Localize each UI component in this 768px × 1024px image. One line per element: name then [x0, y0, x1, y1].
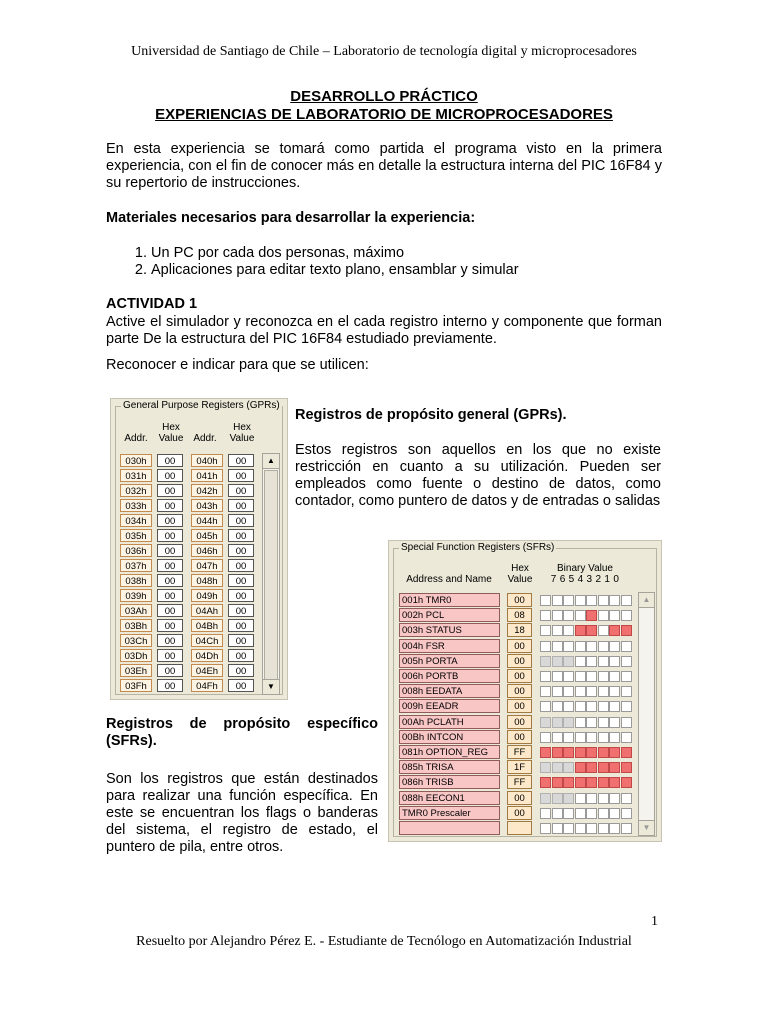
gpr-col-value-2: Value: [229, 433, 255, 444]
sfr-bit-box[interactable]: [575, 732, 586, 743]
sfr-bit-box[interactable]: [621, 732, 632, 743]
sfr-bit-labels: 7 6 5 4 3 2 1 0: [550, 574, 620, 585]
sfr-bit-box[interactable]: [552, 595, 563, 606]
sfr-bit-box[interactable]: [586, 641, 597, 652]
sfr-bit-box[interactable]: [609, 777, 620, 788]
gpr-value-field[interactable]: 00: [228, 499, 254, 512]
sfr-bit-box[interactable]: [621, 656, 632, 667]
gpr-value-field[interactable]: 00: [157, 454, 183, 467]
sfr-bit-box[interactable]: [586, 747, 597, 758]
gpr-addr: 049h: [191, 589, 223, 602]
sfr-bit-box[interactable]: [563, 777, 574, 788]
sfr-bit-row: [540, 747, 632, 758]
gpr-addr: 034h: [120, 514, 152, 527]
sfr-bit-box: [540, 793, 551, 804]
sfr-bit-box[interactable]: [563, 747, 574, 758]
gpr-value-field[interactable]: 00: [228, 664, 254, 677]
gpr-addr: 046h: [191, 544, 223, 557]
gpr-addr: 04Bh: [191, 619, 223, 632]
sfr-bit-row: [540, 823, 632, 834]
sfr-bit-box[interactable]: [563, 625, 574, 636]
sfr-bit-row: [540, 656, 632, 667]
sfr-bit-row: [540, 610, 632, 621]
sfr-bit-box[interactable]: [575, 656, 586, 667]
sfr-bit-box[interactable]: [586, 777, 597, 788]
scroll-down-icon[interactable]: ▼: [263, 679, 279, 694]
sfr-bit-box[interactable]: [552, 747, 563, 758]
gpr-value-field[interactable]: 00: [157, 634, 183, 647]
sfr-bit-box[interactable]: [575, 686, 586, 697]
sfr-bit-box[interactable]: [575, 808, 586, 819]
sfr-bit-box[interactable]: [598, 595, 609, 606]
sfr-bit-box[interactable]: [575, 717, 586, 728]
sfr-bit-box[interactable]: [586, 701, 597, 712]
sfr-bit-box[interactable]: [575, 671, 586, 682]
sfr-bit-box: [552, 762, 563, 773]
sfr-register-name: 006h PORTB: [399, 669, 500, 683]
sfr-bit-box[interactable]: [540, 808, 551, 819]
sfr-bit-box[interactable]: [621, 717, 632, 728]
sfr-bit-row: [540, 808, 632, 819]
sfr-register-name: 085h TRISA: [399, 760, 500, 774]
sfr-bit-box[interactable]: [598, 777, 609, 788]
gpr-addr: 044h: [191, 514, 223, 527]
sfr-bit-box[interactable]: [621, 747, 632, 758]
sfr-hex-value-field[interactable]: 00: [507, 730, 532, 744]
sfr-col-value: Value: [507, 574, 533, 585]
sfr-bit-box[interactable]: [540, 610, 551, 621]
sfr-bit-box[interactable]: [586, 808, 597, 819]
sfr-bit-box[interactable]: [563, 701, 574, 712]
sfr-bit-box[interactable]: [621, 701, 632, 712]
sfr-bit-row: [540, 701, 632, 712]
sfr-bit-box[interactable]: [586, 717, 597, 728]
sfr-bit-box[interactable]: [575, 701, 586, 712]
sfr-bit-box[interactable]: [586, 610, 597, 621]
sfr-bit-box[interactable]: [540, 671, 551, 682]
sfr-register-name: TMR0 Prescaler: [399, 806, 500, 820]
sfr-bit-box[interactable]: [563, 808, 574, 819]
sfr-bit-box[interactable]: [540, 732, 551, 743]
activity-title: ACTIVIDAD 1: [106, 296, 198, 312]
sfr-bit-box[interactable]: [586, 656, 597, 667]
sfr-bit-box[interactable]: [586, 793, 597, 804]
sfr-register-name: 088h EECON1: [399, 791, 500, 805]
sfr-bit-box: [563, 793, 574, 804]
sfr-bit-row: [540, 671, 632, 682]
gpr-addr: 037h: [120, 559, 152, 572]
sfr-bit-row: [540, 641, 632, 652]
sfr-bit-box[interactable]: [621, 793, 632, 804]
gpr-addr: 03Dh: [120, 649, 152, 662]
sfr-panel: [388, 540, 662, 842]
gpr-value-field[interactable]: 00: [157, 559, 183, 572]
gpr-value-field[interactable]: 00: [228, 529, 254, 542]
sfr-hex-value-field[interactable]: 00: [507, 699, 532, 713]
gpr-addr: 042h: [191, 484, 223, 497]
sfr-hex-value-field[interactable]: [507, 821, 532, 835]
sfr-bit-box[interactable]: [540, 701, 551, 712]
gpr-addr: 040h: [191, 454, 223, 467]
sfr-bit-box[interactable]: [598, 793, 609, 804]
sfr-bit-box[interactable]: [563, 641, 574, 652]
sfr-bit-box: [540, 762, 551, 773]
sfr-bit-box[interactable]: [609, 686, 620, 697]
sfr-bit-box: [563, 717, 574, 728]
sfr-bit-box[interactable]: [575, 762, 586, 773]
gpr-value-field[interactable]: 00: [157, 529, 183, 542]
sfr-bit-row: [540, 595, 632, 606]
materials-heading: Materiales necesarios para desarrollar la experiencia:: [106, 210, 476, 226]
page-header: Universidad de Santiago de Chile – Laboratorio de tecnología digital y microprocesadores: [131, 44, 637, 59]
sfr-bit-box[interactable]: [540, 777, 551, 788]
sfr-bit-box[interactable]: [586, 686, 597, 697]
sfr-bit-box[interactable]: [598, 656, 609, 667]
sfr-register-name: 009h EEADR: [399, 699, 500, 713]
sfr-bit-box[interactable]: [586, 823, 597, 834]
gpr-value-field[interactable]: 00: [228, 484, 254, 497]
sfr-register-name: 004h FSR: [399, 639, 500, 653]
sfr-hex-value-field[interactable]: 1F: [507, 760, 532, 774]
gpr-value-field[interactable]: 00: [228, 679, 254, 692]
sfr-bit-box: [540, 656, 551, 667]
gpr-value-field[interactable]: 00: [157, 544, 183, 557]
sfr-bit-box[interactable]: [575, 641, 586, 652]
sfr-bit-box[interactable]: [540, 823, 551, 834]
sfr-bit-box[interactable]: [609, 625, 620, 636]
sfr-bit-row: [540, 777, 632, 788]
sfr-bit-box[interactable]: [540, 747, 551, 758]
sfr-bit-box[interactable]: [563, 686, 574, 697]
sfr-scrollbar[interactable]: [638, 592, 655, 836]
gpr-addr: 03Eh: [120, 664, 152, 677]
sfr-bit-box[interactable]: [540, 641, 551, 652]
sfr-legend: Special Function Registers (SFRs): [401, 542, 555, 553]
sfr-bit-box[interactable]: [586, 732, 597, 743]
sfr-hex-value-field[interactable]: 00: [507, 669, 532, 683]
sfr-bit-box[interactable]: [621, 625, 632, 636]
sfr-bit-box[interactable]: [598, 625, 609, 636]
gpr-value-field[interactable]: 00: [228, 559, 254, 572]
sfr-bit-box[interactable]: [598, 717, 609, 728]
gpr-addr: 04Dh: [191, 649, 223, 662]
sfr-bit-box[interactable]: [552, 823, 563, 834]
sfr-bit-box: [552, 793, 563, 804]
gpr-value-field[interactable]: 00: [157, 574, 183, 587]
sfr-bit-box[interactable]: [598, 641, 609, 652]
document-title: DESARROLLO PRÁCTICO: [290, 88, 478, 105]
gpr-addr: 032h: [120, 484, 152, 497]
sfr-bit-box[interactable]: [609, 823, 620, 834]
sfr-bit-box[interactable]: [575, 595, 586, 606]
gpr-addr: 047h: [191, 559, 223, 572]
gpr-addr: 03Ch: [120, 634, 152, 647]
sfr-bit-box[interactable]: [552, 732, 563, 743]
sfr-bit-box[interactable]: [598, 671, 609, 682]
sfr-bit-box[interactable]: [598, 762, 609, 773]
sfr-bit-box[interactable]: [586, 625, 597, 636]
sfr-bit-box[interactable]: [575, 793, 586, 804]
sfr-bit-box[interactable]: [552, 641, 563, 652]
sfr-bit-box[interactable]: [609, 701, 620, 712]
gpr-addr: 048h: [191, 574, 223, 587]
sfr-bit-row: [540, 732, 632, 743]
gpr-addr: 030h: [120, 454, 152, 467]
gpr-scrollbar[interactable]: [262, 453, 280, 695]
sfr-register-name: 086h TRISB: [399, 775, 500, 789]
gpr-addr: 03Ah: [120, 604, 152, 617]
sfr-bit-row: [540, 762, 632, 773]
gpr-value-field[interactable]: 00: [228, 634, 254, 647]
gpr-addr: 03Bh: [120, 619, 152, 632]
gpr-value-field[interactable]: 00: [228, 574, 254, 587]
gpr-value-field[interactable]: 00: [228, 649, 254, 662]
sfr-bit-box[interactable]: [563, 823, 574, 834]
sfr-hex-value-field[interactable]: 00: [507, 593, 532, 607]
gpr-value-field[interactable]: 00: [228, 604, 254, 617]
gpr-addr: 041h: [191, 469, 223, 482]
sfr-bit-box[interactable]: [609, 793, 620, 804]
sfr-bit-box[interactable]: [598, 732, 609, 743]
sfr-bit-box: [563, 762, 574, 773]
sfr-bit-box[interactable]: [598, 701, 609, 712]
page-footer: Resuelto por Alejandro Pérez E. - Estudiante de Tecnólogo en Automatización Industrial: [136, 934, 632, 949]
gpr-col-value: Value: [158, 433, 184, 444]
sfr-bit-box: [563, 656, 574, 667]
scroll-thumb[interactable]: [264, 470, 278, 680]
gpr-value-field[interactable]: 00: [228, 619, 254, 632]
sfr-register-name: 081h OPTION_REG: [399, 745, 500, 759]
gpr-addr: 038h: [120, 574, 152, 587]
sfr-bit-box[interactable]: [609, 641, 620, 652]
sfr-bit-box[interactable]: [586, 671, 597, 682]
sfr-bit-box[interactable]: [575, 610, 586, 621]
sfr-bit-box[interactable]: [609, 656, 620, 667]
gpr-addr: 033h: [120, 499, 152, 512]
list-item: 2. Aplicaciones para editar texto plano, ensamblar y simular: [151, 262, 662, 279]
gpr-heading: Registros de propósito general (GPRs).: [295, 407, 567, 423]
gpr-value-field[interactable]: 00: [228, 514, 254, 527]
sfr-bit-box[interactable]: [598, 808, 609, 819]
gpr-value-field[interactable]: 00: [157, 589, 183, 602]
sfr-col-binary: Binary Value: [557, 563, 613, 574]
list-item: 1. Un PC por cada dos personas, máximo: [151, 245, 662, 262]
sfr-register-name: [399, 821, 500, 835]
sfr-bit-box[interactable]: [609, 762, 620, 773]
sfr-bit-box[interactable]: [621, 823, 632, 834]
sfr-hex-value-field[interactable]: 18: [507, 623, 532, 637]
sfr-heading: Registros de propósito específico (SFRs).: [106, 716, 378, 749]
sfr-register-name: 005h PORTA: [399, 654, 500, 668]
gpr-addr: 04Eh: [191, 664, 223, 677]
sfr-bit-box[interactable]: [598, 686, 609, 697]
sfr-bit-box[interactable]: [621, 671, 632, 682]
gpr-value-field[interactable]: 00: [157, 619, 183, 632]
sfr-bit-box[interactable]: [575, 823, 586, 834]
sfr-bit-box[interactable]: [609, 671, 620, 682]
document-subtitle: EXPERIENCIAS DE LABORATORIO DE MICROPROCESADORES: [155, 106, 613, 123]
sfr-bit-row: [540, 793, 632, 804]
sfr-col-addr-name: Address and Name: [406, 574, 492, 585]
sfr-bit-box[interactable]: [586, 595, 597, 606]
sfr-bit-box[interactable]: [621, 641, 632, 652]
sfr-bit-box[interactable]: [575, 747, 586, 758]
sfr-bit-box[interactable]: [598, 610, 609, 621]
gpr-value-field[interactable]: 00: [157, 499, 183, 512]
sfr-bit-box: [552, 717, 563, 728]
page-number: 1: [651, 914, 658, 929]
sfr-bit-box[interactable]: [552, 686, 563, 697]
gpr-addr: 039h: [120, 589, 152, 602]
sfr-bit-box[interactable]: [552, 610, 563, 621]
recognize-text: Reconocer e indicar para que se utilicen:: [106, 357, 369, 373]
sfr-bit-box[interactable]: [552, 701, 563, 712]
sfr-bit-box[interactable]: [552, 671, 563, 682]
sfr-bit-box[interactable]: [609, 717, 620, 728]
sfr-register-name: 001h TMR0: [399, 593, 500, 607]
sfr-hex-value-field[interactable]: 08: [507, 608, 532, 622]
scroll-up-icon[interactable]: ▲: [263, 454, 279, 469]
sfr-bit-box[interactable]: [598, 823, 609, 834]
sfr-register-name: 002h PCL: [399, 608, 500, 622]
gpr-addr: 04Ah: [191, 604, 223, 617]
sfr-hex-value-field[interactable]: FF: [507, 775, 532, 789]
sfr-bit-box[interactable]: [575, 777, 586, 788]
gpr-value-field[interactable]: 00: [228, 469, 254, 482]
sfr-bit-box[interactable]: [621, 595, 632, 606]
sfr-bit-box[interactable]: [552, 625, 563, 636]
gpr-addr: 03Fh: [120, 679, 152, 692]
sfr-hex-value-field[interactable]: 00: [507, 791, 532, 805]
gpr-addr: 035h: [120, 529, 152, 542]
sfr-hex-value-field[interactable]: 00: [507, 806, 532, 820]
gpr-panel: [110, 398, 288, 700]
sfr-bit-box[interactable]: [563, 595, 574, 606]
sfr-text: Son los registros que están destinados para realizar una función específica. En este se encuentran los flags o banderas del sistema, el registro de estado, el puntero de pila, entre otros.: [106, 771, 378, 855]
sfr-bit-box[interactable]: [552, 777, 563, 788]
sfr-bit-box[interactable]: [621, 808, 632, 819]
sfr-bit-row: [540, 686, 632, 697]
sfr-bit-box[interactable]: [621, 777, 632, 788]
gpr-legend: General Purpose Registers (GPRs): [123, 400, 280, 411]
gpr-value-field[interactable]: 00: [157, 469, 183, 482]
gpr-value-field[interactable]: 00: [157, 649, 183, 662]
sfr-register-name: 00Bh INTCON: [399, 730, 500, 744]
sfr-bit-box[interactable]: [609, 808, 620, 819]
sfr-hex-value-field[interactable]: 00: [507, 654, 532, 668]
gpr-addr: 045h: [191, 529, 223, 542]
sfr-bit-box[interactable]: [575, 625, 586, 636]
sfr-bit-box[interactable]: [540, 625, 551, 636]
sfr-bit-box[interactable]: [586, 762, 597, 773]
scroll-down-icon[interactable]: ▼: [639, 820, 654, 835]
sfr-register-name: 008h EEDATA: [399, 684, 500, 698]
sfr-bit-box[interactable]: [621, 686, 632, 697]
gpr-addr: 031h: [120, 469, 152, 482]
sfr-bit-box[interactable]: [540, 595, 551, 606]
sfr-hex-value-field[interactable]: 00: [507, 684, 532, 698]
materials-list: [106, 245, 662, 279]
sfr-bit-box: [540, 717, 551, 728]
sfr-bit-box[interactable]: [609, 610, 620, 621]
sfr-bit-box[interactable]: [563, 732, 574, 743]
sfr-register-name: 003h STATUS: [399, 623, 500, 637]
sfr-bit-box: [552, 656, 563, 667]
gpr-col-hex-2: Hex: [233, 422, 251, 433]
gpr-value-field[interactable]: 00: [157, 679, 183, 692]
sfr-bit-box[interactable]: [598, 747, 609, 758]
gpr-text: Estos registros son aquellos en los que no existe restricción en cuanto a su utilización. Pueden ser empleados como fuente o destino de datos, como contador, como puntero de datos y de entradas o salidas: [295, 442, 661, 509]
sfr-col-hex: Hex: [511, 563, 529, 574]
gpr-col-addr-2: Addr.: [193, 433, 217, 444]
gpr-col-hex: Hex: [162, 422, 180, 433]
sfr-hex-value-field[interactable]: 00: [507, 715, 532, 729]
sfr-bit-box[interactable]: [609, 595, 620, 606]
sfr-bit-box[interactable]: [621, 610, 632, 621]
gpr-addr: 036h: [120, 544, 152, 557]
scroll-up-icon[interactable]: ▲: [639, 593, 654, 608]
sfr-bit-box[interactable]: [621, 762, 632, 773]
gpr-value-field[interactable]: 00: [157, 664, 183, 677]
gpr-value-field[interactable]: 00: [228, 544, 254, 557]
gpr-col-addr: Addr.: [124, 433, 148, 444]
sfr-hex-value-field[interactable]: 00: [507, 639, 532, 653]
sfr-bit-box[interactable]: [563, 671, 574, 682]
sfr-bit-box[interactable]: [563, 610, 574, 621]
sfr-bit-box[interactable]: [609, 747, 620, 758]
sfr-bit-box[interactable]: [609, 732, 620, 743]
gpr-value-field[interactable]: 00: [228, 589, 254, 602]
gpr-value-field[interactable]: 00: [228, 454, 254, 467]
sfr-hex-value-field[interactable]: FF: [507, 745, 532, 759]
sfr-bit-row: [540, 625, 632, 636]
activity-text: Active el simulador y reconozca en el cada registro interno y componente que forman parte De la estructura del PIC 16F84 estudiado previamente.: [106, 314, 662, 347]
sfr-bit-row: [540, 717, 632, 728]
sfr-bit-box[interactable]: [552, 808, 563, 819]
sfr-register-name: 00Ah PCLATH: [399, 715, 500, 729]
gpr-addr: 043h: [191, 499, 223, 512]
intro-paragraph: En esta experiencia se tomará como partida el programa visto en la primera experiencia, con el fin de conocer más en detalle la estructura interna del PIC 16F84 y su repertorio de instrucciones.: [106, 141, 662, 191]
gpr-value-field[interactable]: 00: [157, 514, 183, 527]
gpr-value-field[interactable]: 00: [157, 604, 183, 617]
gpr-addr: 04Ch: [191, 634, 223, 647]
gpr-addr: 04Fh: [191, 679, 223, 692]
sfr-bit-box[interactable]: [540, 686, 551, 697]
gpr-value-field[interactable]: 00: [157, 484, 183, 497]
